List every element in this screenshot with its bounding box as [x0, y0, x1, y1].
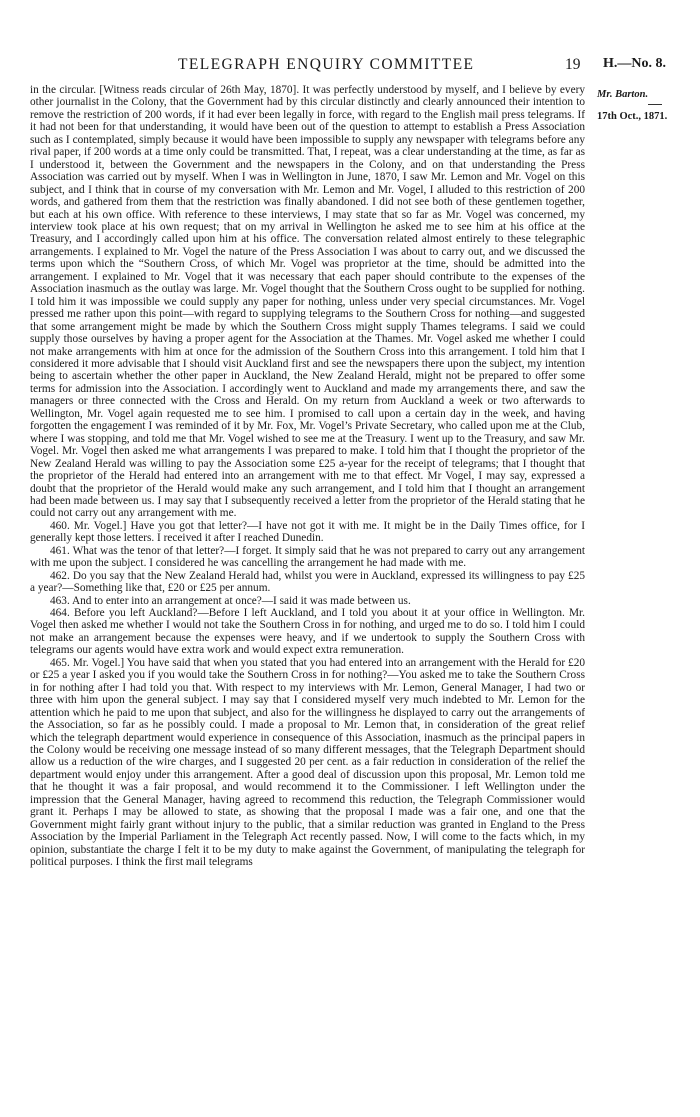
paragraph-464: [30, 607, 585, 657]
paragraph-text: You have said that when you stated that you had entered into an arrangement with the Herald for £20 or £25 a year I asked you if you would take the Southern Cross in for nothing?—You asked me to take the Southern Cross in for nothing after I had told you that. With respect to my interviews with Mr. Lemon, General Manager, I had two or three with him upon the general subject. I may say that I considered myself very much indebted to Mr. Lemon for the attention which he paid to me upon that subject, and also for the willingness he displayed to carry out the arrangements of the Association, so far as he possibly could. I made a proposal to Mr. Lemon that, in consideration of the great relief which the telegraph department would experience in consequence of this Association, inasmuch as the principal papers in the Colony would be receiving one message instead of so many different messages, that the Telegraph Department should allow us a reduction of the wire charges, and I suggested 20 per cent. as a fair reduction in consideration of the relief the department would enjoy under this arrangement. After a good deal of discussion upon this proposal, Mr. Lemon told me that he thought it was a fair proposal, and would recommend it to the Commissioner. I left Wellington under the impression that the General Manager, having agreed to recommend this reduction, the Telegraph Commissioner would grant it. Perhaps I may be allowed to state, as showing that the proposal I made was a fair one, and one that the Government might fairly grant without injury to the public, that a similar reduction was granted in England to the Press Association by the Imperial Parliament in the Telegraph Act recently passed. Now, I will come to the facts which, in my opinion, substantiate the charge I felt it to be my duty to make against the Government, of manipulating the telegraph for political purposes. I think the first mail telegrams: [30, 656, 586, 869]
paragraph-463: [30, 595, 585, 607]
paragraph-lead: 463.: [50, 594, 70, 607]
paragraph-462: [30, 570, 585, 595]
margin-divider: [648, 104, 662, 105]
paragraph-460: [30, 520, 585, 545]
paragraph-text: Before you left Auckland?—Before I left Auckland, and I told you about it at your office in Wellington. Mr. Vogel then asked me whether I would not take the Southern Cross in for nothing, and urged me to do so. I told him I could not make an arrangement because the expenses were heavy, and if we undertook to supply the Southern Cross with telegrams our agents would have extra work and would expect extra remuneration.: [30, 607, 585, 657]
page-header: [0, 56, 700, 78]
paragraph-lead: 461.: [50, 544, 70, 557]
paragraph-lead: 460. Mr. Vogel.]: [50, 519, 127, 532]
paragraph-0: [30, 84, 585, 520]
body-text: [30, 84, 585, 869]
paragraph-lead: 464.: [50, 607, 70, 620]
margin-witness-name: Mr. Barton.: [597, 89, 649, 100]
paragraph-461: [30, 545, 585, 570]
paragraph-text: in the circular. [Witness reads circular of 26th May, 1870]. It was perfectly understood by myself, and I believe by every other journalist in the Colony, that the Government had by this circular distinctly and clearly announced their intention to remove the restriction of 200 words, if it had ever been legally in force, with regard to the English mail press telegrams. If it had not been for that understanding, it would have been out of the question to attempt to establish a Press Association such as I contemplated, simply because it would have been impossible to supply any newspaper with telegrams before any rival paper, if 200 words at a time only could be transmitted. That, I repeat, was a clear understanding at the time, as far as I understood it, between the Government and the newspapers in the Colony, and on that understanding the Press Association was carried out by myself. When I was in Wellington in June, 1870, I saw Mr. Lemon and Mr. Vogel on this subject, and I think that in course of my conversation with Mr. Lemon and Mr. Vogel, I alluded to this restriction of 200 words, and gathered from them that the restriction was finally abandoned. I did not see both of these gentlemen together, but each at his own office. With reference to these interviews, I may state that so far as Mr. Vogel was concerned, my interview took place at his own request; that on my arrival in Wellington he asked me to see him at his office at the Treasury, and I accordingly called upon him at his office. The conversation related almost entirely to these telegraphic arrangements. I explained to Mr. Vogel the nature of the Press Association I was about to carry out, and we discussed the terms upon which the “Southern Cross, of which Mr. Vogel was proprietor at the time, should be admitted into the arrangement. I explained to Mr. Vogel that it was necessary that each paper should contribute to the expenses of the Association inasmuch as the outlay was large. Mr. Vogel thought that the Southern Cross ought to be supplied for nothing. I told him it was impossible we could supply any paper for nothing, unless under very special circumstances. Mr. Vogel pressed me rather upon this point—with regard to supplying telegrams to the Southern Cross for nothing—and suggested that some arrangement might be made by which the Southern Cross might supply Thames telegrams. I said we could supply those ourselves by having a proper agent for the Association at the Thames. Mr. Vogel asked me whether I could not make arrangements with him at once for the admission of the Southern Cross into this arrangement. I told him that I considered it more advisable that I should visit Auckland first and see the newspapers there upon the subject, my intention being to ascertain whether the other paper in Auckland, the New Zealand Herald, might not be prepared to offer some terms for admission into the Association. I accordingly went to Auckland and made my arrangements there, and saw the managers or three connected with the Cross and Herald. On my return from Auckland a week or two afterwards to Wellington, Mr. Vogel again requested me to see him. I promised to call upon a certain day in the week, and having forgotten the engagement I was reminded of it by Mr. Fox, Mr. Vogel’s Private Secretary, who called upon me at the Club, where I was stopping, and told me that Mr. Vogel wished to see me at the Treasury. I went up to the Treasury, and saw Mr. Vogel. Mr. Vogel then asked me what arrangements I was prepared to make. I told him that I thought the proprietor of the New Zealand Herald was willing to pay the Association some £25 a-year for the receipt of telegrams; that I thought that the proprietor of the Herald had entered into an arrangement with me to that effect. Mr Vogel, I may say, expressed a doubt that the proprietor of the Herald would make any such arrangement, and I told him that I thought an arrangement had been made between us. I may say that I subsequently received a letter from the proprietor of the Herald stating that he could not carry out any arrangement with me.: [30, 84, 585, 520]
paragraph-text: What was the tenor of that letter?—I forget. It simply said that he was not prepared to carry out any arrangement with me upon the subject. I considered he was cancelling the arrangement he had made with me.: [30, 544, 585, 570]
margin-date: 17th Oct., 1871.: [597, 111, 668, 122]
paragraph-465: [30, 657, 585, 869]
paragraph-lead: 462.: [50, 569, 70, 582]
page-number: 19: [565, 56, 581, 73]
running-title: TELEGRAPH ENQUIRY COMMITTEE: [178, 56, 475, 73]
paper-reference: H.—No. 8.: [603, 56, 666, 71]
paragraph-lead: 465. Mr. Vogel.]: [50, 656, 125, 669]
paragraph-text: Have you got that letter?—I have not got it with me. It might be in the Daily Times office, for I generally kept those letters. I received it after I reached Dunedin.: [30, 519, 585, 545]
paragraph-text: Do you say that the New Zealand Herald had, whilst you were in Auckland, expressed its willingness to pay £25 a year?—Something like that, £20 or £25 per annum.: [30, 569, 585, 595]
paragraph-text: And to enter into an arrangement at once?—I said it was made between us.: [71, 594, 411, 607]
